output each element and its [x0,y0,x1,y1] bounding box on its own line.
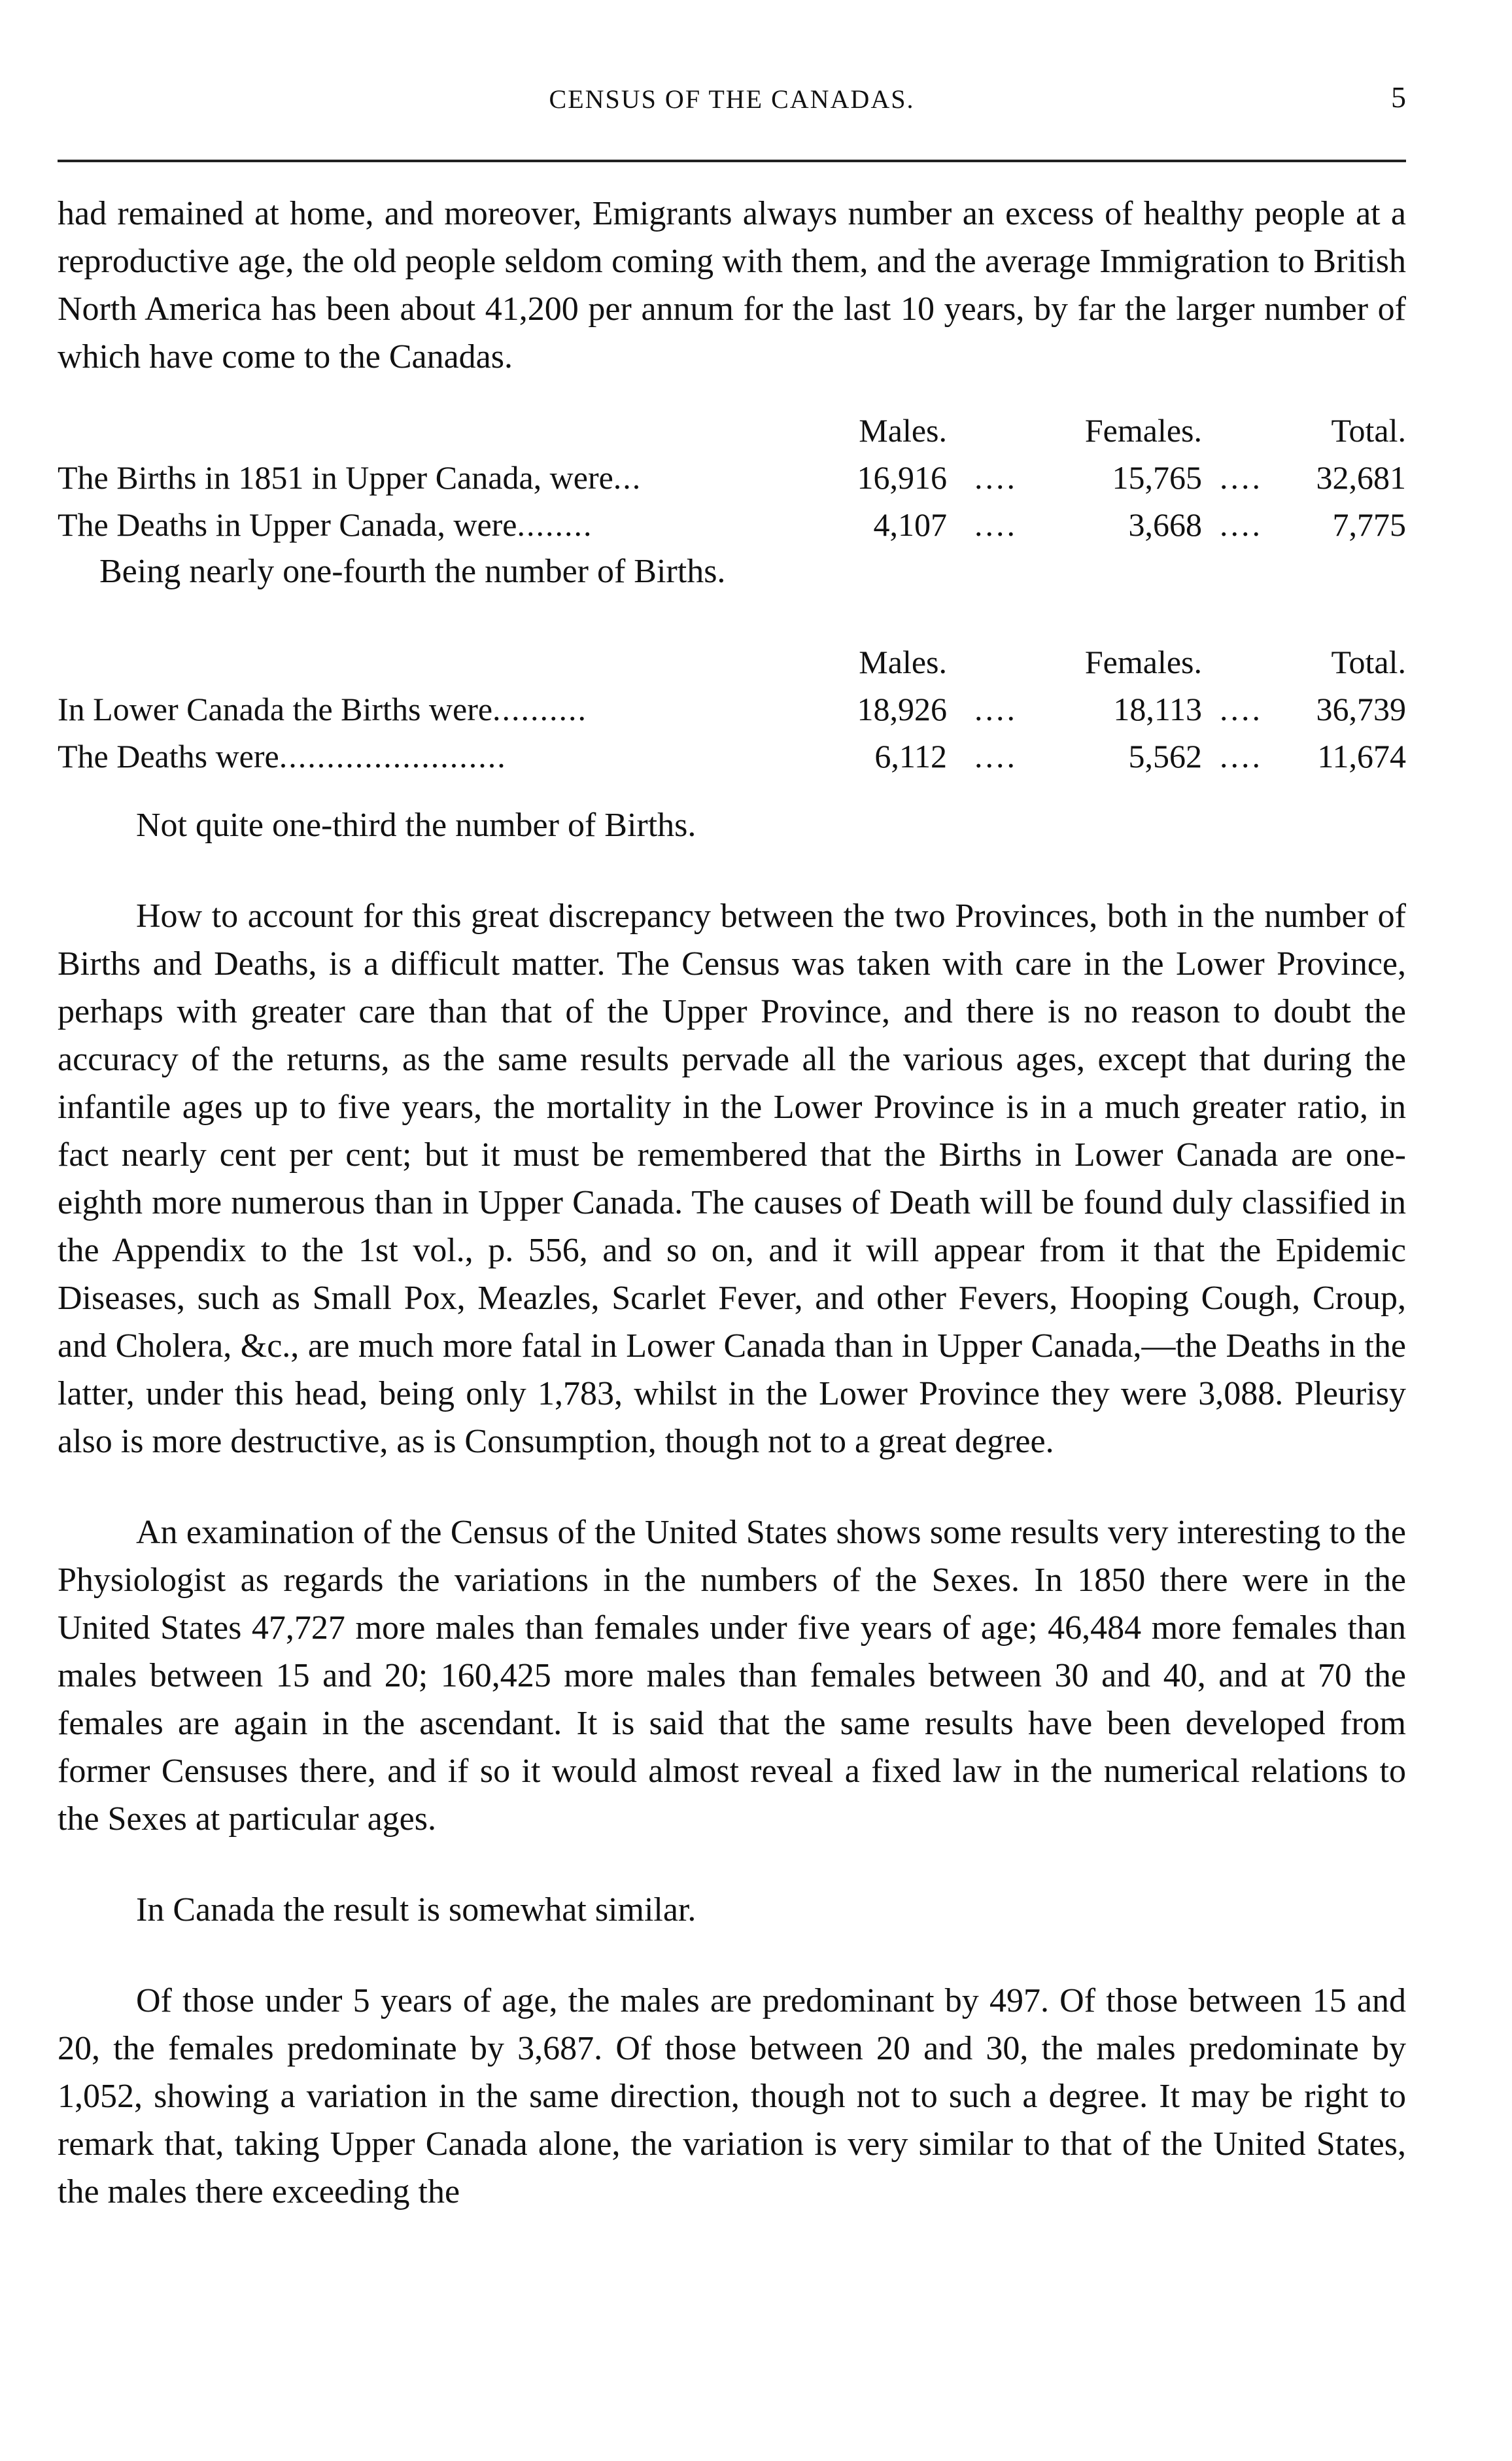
page-number: 5 [1391,80,1406,114]
females-value: 3,668 [1128,506,1202,543]
row-label: The Deaths were [58,738,279,775]
dot-separator: .... [1220,459,1263,496]
upper-canada-table [58,407,1406,548]
males-value: 6,112 [874,738,947,775]
running-title: CENSUS OF THE CANADAS. [549,84,915,114]
row-label: The Births in 1851 in Upper Canada, were [58,459,613,496]
females-value: 15,765 [1112,459,1202,496]
column-header-males: Males. [859,412,947,449]
dot-separator: .... [974,459,1018,496]
page-body [58,190,1406,2216]
table-header-row [58,638,1406,686]
column-header-females: Females. [1084,644,1202,680]
header-rule [58,160,1406,162]
column-header-total: Total. [1331,412,1406,449]
table-note: Being nearly one-fourth the number of Births. [99,553,726,590]
row-label: In Lower Canada the Births were [58,691,493,727]
table-note: Not quite one-third the number of Births. [136,807,696,844]
table-row [58,733,1406,780]
row-label: The Deaths in Upper Canada, were [58,506,517,543]
total-value: 36,739 [1316,691,1406,727]
dot-separator: .... [974,738,1018,775]
lower-canada-table [58,638,1406,780]
dot-leader: ........ [517,506,593,543]
body-paragraph: How to account for this great discrepancy between the two Provinces, both in the number of Births and Deaths, is a difficult matter. The Census was taken with care in the Lower Province, perhaps with greater care than that of the Upper Province, and there is no reason to doubt the accuracy of the returns, as the same results pervade all the various ages, except that during the infantile ages up to five years, the mortality in the Lower Province is in a much greater ratio, in fact nearly cent per cent; but it must be remembered that the Births in Lower Canada are one-eighth more numerous than in Upper Canada. The causes of Death will be found duly classified in the Appendix to the 1st vol., p. 556, and so on, and it will appear from it that the Epidemic Diseases, such as Small Pox, Meazles, Scarlet Fever, and other Fevers, Hooping Cough, Croup, and Cholera, &c., are much more fatal in Lower Canada than in Upper Canada,—the Deaths in the latter, under this head, being only 1,783, whilst in the Lower Province they were 3,088. Pleurisy also is more destructive, as is Consumption, though not to a great degree. [58,898,1406,1460]
table-header-row [58,407,1406,454]
dot-leader: ... [613,459,642,496]
body-paragraph: Of those under 5 years of age, the males are predominant by 497. Of those between 15 and 20, the females predominate by 3,687. Of those between 20 and 30, the males predominate by 1,052, showing a variation in the same direction, though not to such a degree. It may be right to remark that, taking Upper Canada alone, the variation is very similar to that of the United States, the males there exceeding the [58,1982,1406,2210]
column-header-females: Females. [1084,412,1202,449]
males-value: 4,107 [873,506,947,543]
males-value: 16,916 [857,459,947,496]
males-value: 18,926 [857,691,947,727]
dot-separator: .... [974,691,1018,727]
column-header-total: Total. [1331,644,1406,680]
dot-separator: .... [1220,738,1263,775]
table-row [58,686,1406,733]
dot-separator: .... [1220,691,1263,727]
body-paragraph: An examination of the Census of the United States shows some results very interesting to the Physiologist as regards the variations in the numbers of the Sexes. In 1850 there were in the United States 47,727 more males than females under five years of age; 46,484 more females than males between 15 and 20; 160,425 more males than females between 30 and 40, and at 70 the females are again in the ascendant. It is said that the same results have been developed from former Censuses there, and if so it would almost reveal a fixed law in the numerical relations to the Sexes at particular ages. [58,1514,1406,1838]
dot-separator: .... [1220,506,1263,543]
dot-leader: ........................ [279,738,507,775]
column-header-males: Males. [859,644,947,680]
dot-separator: .... [974,506,1018,543]
total-value: 7,775 [1332,506,1406,543]
table-row [58,501,1406,548]
intro-paragraph: had remained at home, and moreover, Emigrants always number an excess of healthy people at a reproductive age, the old people seldom coming with them, and the average Immigration to British North America has been about 41,200 per annum for the last 10 years, by far the larger number of which have come to the Canadas. [58,195,1406,375]
page-header [58,80,1406,123]
females-value: 5,562 [1128,738,1202,775]
dot-leader: .......... [492,691,588,727]
table-row [58,454,1406,501]
total-value: 11,674 [1317,738,1406,775]
females-value: 18,113 [1113,691,1202,727]
total-value: 32,681 [1316,459,1406,496]
body-paragraph: In Canada the result is somewhat similar. [136,1891,696,1929]
